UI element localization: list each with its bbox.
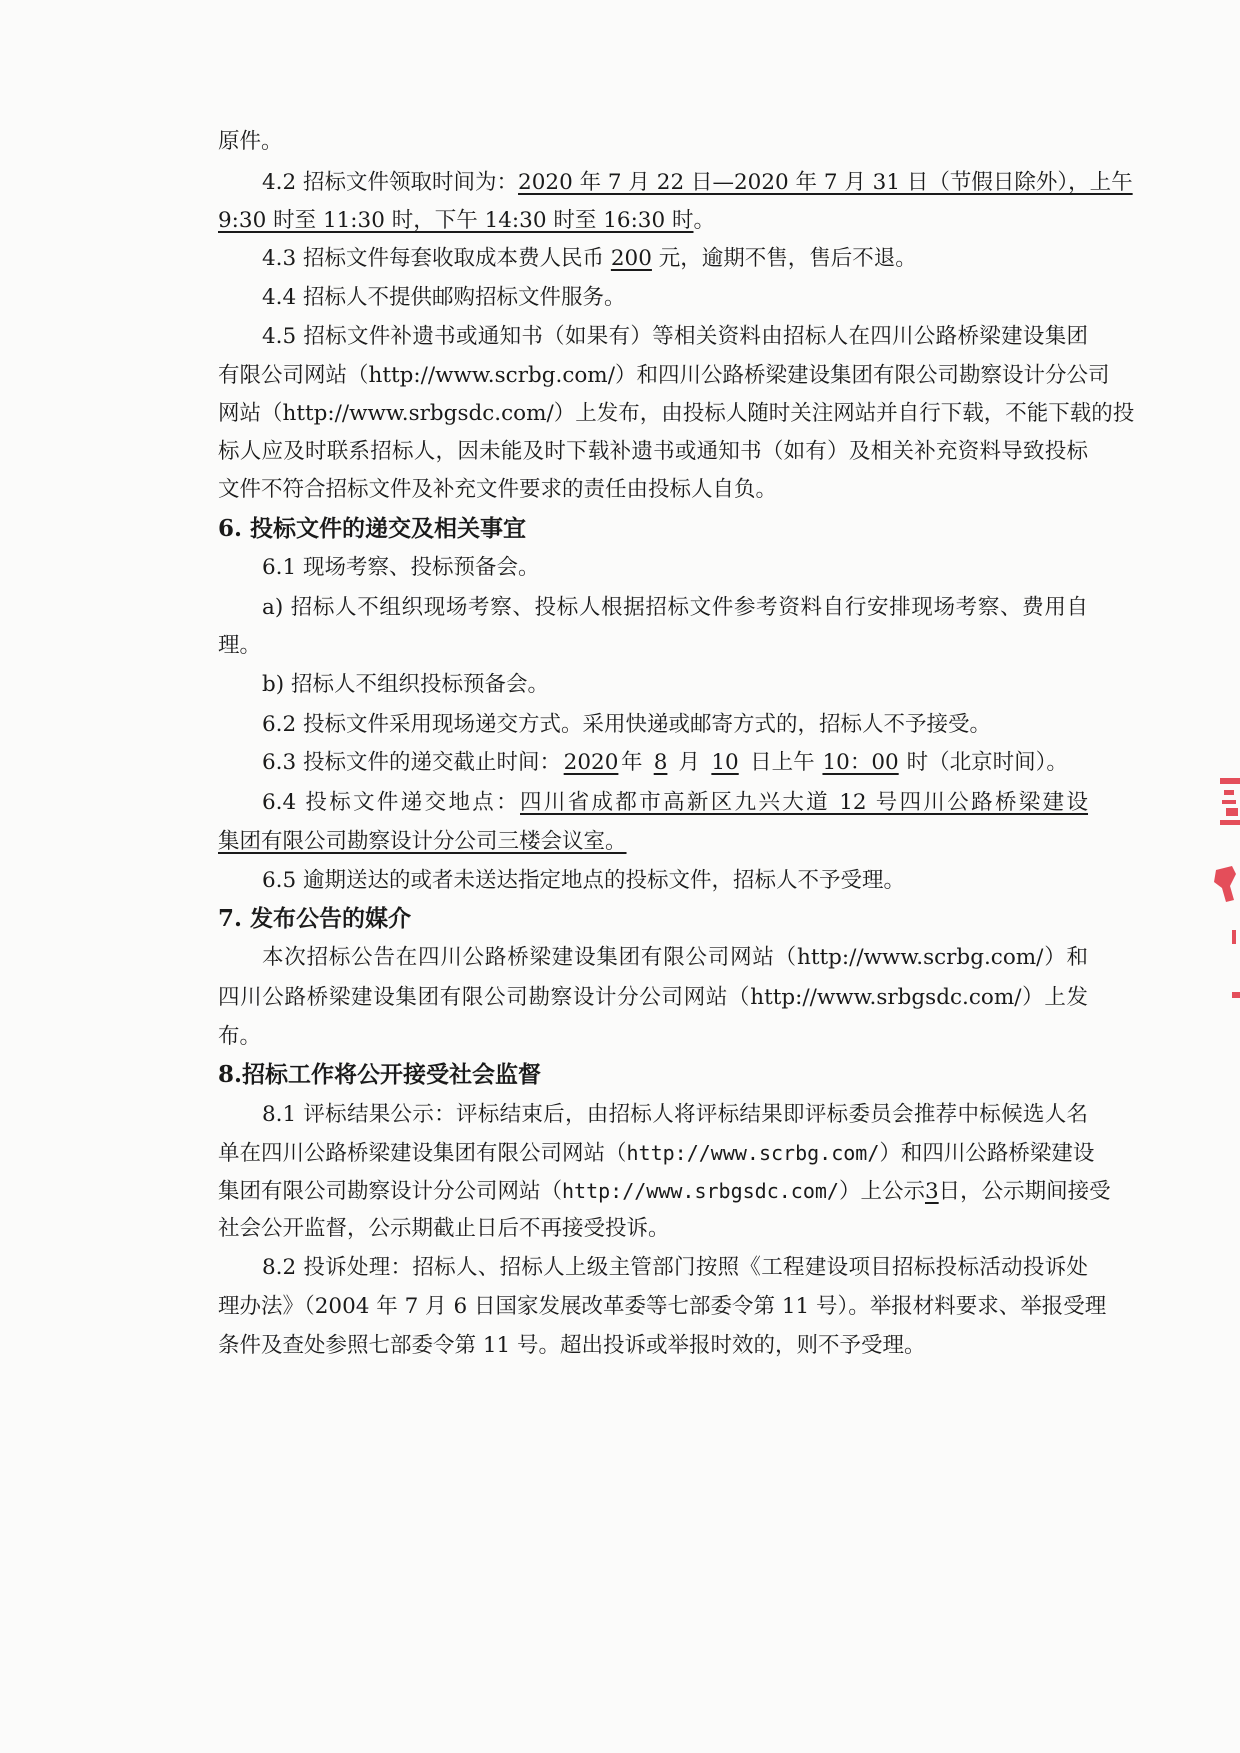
- clause-text: ）和四川公路桥梁建设: [879, 1141, 1095, 1166]
- paragraph-line: 理。: [218, 633, 262, 658]
- section-heading-6: 6. 投标文件的递交及相关事宜: [218, 515, 527, 542]
- media-paragraph: 本次招标公告在四川公路桥梁建设集团有限公司网站（http://www.scrbg.com/）和: [262, 945, 1088, 970]
- clause-text: 元，逾期不售，售后不退。: [651, 246, 917, 271]
- deadline-day: 10: [711, 750, 739, 775]
- clause-6-4-cont: [218, 827, 1088, 857]
- clause-text: 6.4 投标文件递交地点：: [262, 790, 520, 815]
- website-url: http://www.srbgsdc.com/: [562, 1179, 839, 1203]
- clause-text: 时（北京时间）。: [906, 750, 1068, 775]
- submission-address: 四川省成都市高新区九兴大道 12 号四川公路桥梁建设: [520, 790, 1089, 815]
- collection-hours: 9:30 时至 11:30 时，下午 14:30 时至 16:30 时: [218, 208, 694, 233]
- publicity-days: 3: [924, 1179, 939, 1204]
- clause-text: 4.2 招标文件领取时间为：: [262, 170, 519, 195]
- paragraph-line: 文件不符合招标文件及补充文件要求的责任由投标人自负。: [218, 477, 778, 502]
- collection-period: 2020 年 7 月 22 日—2020 年 7 月 31 日（节假日除外），上午: [518, 170, 1133, 195]
- clause-6-4: [262, 788, 1088, 818]
- clause-text: 集团有限公司勘察设计分公司网站（: [218, 1179, 563, 1204]
- clause-4-4: 4.4 招标人不提供邮购招标文件服务。: [262, 285, 626, 310]
- clause-text: 日，公示期间接受: [938, 1179, 1111, 1204]
- paragraph-line: [218, 1176, 1111, 1207]
- clause-8-1: 8.1 评标结果公示：评标结束后，由招标人将评标结果即评标委员会推荐中标候选人名: [262, 1102, 1088, 1127]
- deadline-month: 8: [653, 750, 668, 775]
- clause-text: 4.3 招标文件每套收取成本费人民币: [262, 246, 611, 271]
- paragraph-line: 理办法》（2004 年 7 月 6 日国家发展改革委等七部委令第 11 号）。举报材料要求、举报受理: [218, 1294, 1107, 1319]
- clause-6-1-a: a) 招标人不组织现场考察、投标人根据招标文件参考资料自行安排现场考察、费用自: [262, 595, 1088, 620]
- paragraph-line: 条件及查处参照七部委令第 11 号。超出投诉或举报时效的，则不予受理。: [218, 1333, 926, 1358]
- clause-4-3: [262, 244, 1088, 274]
- clause-6-5: 6.5 逾期送达的或者未送达指定地点的投标文件，招标人不予受理。: [262, 868, 906, 893]
- paragraph-line: 原件。: [218, 129, 283, 154]
- document-fee: 200: [610, 246, 652, 271]
- clause-text: ）上公示: [838, 1179, 925, 1204]
- paragraph-line: [218, 1138, 1095, 1169]
- paragraph-line: 布。: [218, 1024, 262, 1049]
- section-heading-8: 8.招标工作将公开接受社会监督: [218, 1061, 542, 1088]
- paragraph-line: 网站（http://www.srbgsdc.com/）上发布，由投标人随时关注网站并自行下载，不能下载的投: [218, 401, 1135, 426]
- clause-text: 。: [693, 208, 716, 233]
- clause-text: 日上午: [750, 750, 815, 775]
- paragraph-line: 有限公司网站（http://www.scrbg.com/）和四川公路桥梁建设集团有限公司勘察设计分公司: [218, 363, 1110, 388]
- submission-address-cont: 集团有限公司勘察设计分公司三楼会议室。: [218, 829, 627, 854]
- clause-6-1-b: b) 招标人不组织投标预备会。: [262, 672, 549, 697]
- clause-4-5: 4.5 招标文件补遗书或通知书（如果有）等相关资料由招标人在四川公路桥梁建设集团: [262, 324, 1088, 349]
- clause-text: 6.3 投标文件的递交截止时间：: [262, 750, 562, 775]
- paragraph-line: 四川公路桥梁建设集团有限公司勘察设计分公司网站（http://www.srbgsdc.com/）上发: [218, 985, 1088, 1010]
- clause-text: 单在四川公路桥梁建设集团有限公司网站（: [218, 1141, 627, 1166]
- deadline-time: 10：00: [822, 750, 899, 775]
- clause-4-2: [262, 168, 1133, 198]
- paragraph-line: 标人应及时联系招标人，因未能及时下载补遗书或通知书（如有）及相关补充资料导致投标: [218, 439, 1088, 464]
- clause-6-3: [262, 748, 1088, 778]
- deadline-year: 2020: [563, 750, 619, 775]
- clause-text: 年: [621, 750, 643, 775]
- paragraph-line: 社会公开监督，公示期截止日后不再接受投诉。: [218, 1216, 670, 1241]
- website-url: http://www.scrbg.com/: [626, 1141, 880, 1165]
- clause-text: 月: [678, 750, 701, 775]
- clause-4-2-cont: [218, 206, 1088, 236]
- section-heading-7: 7. 发布公告的媒介: [218, 905, 412, 932]
- clause-6-2: 6.2 投标文件采用现场递交方式。采用快递或邮寄方式的，招标人不予接受。: [262, 712, 992, 737]
- seal-stamp-fragment: [1202, 770, 1240, 1020]
- clause-6-1: 6.1 现场考察、投标预备会。: [262, 555, 540, 580]
- clause-8-2: 8.2 投诉处理：招标人、招标人上级主管部门按照《工程建设项目招标投标活动投诉处: [262, 1255, 1088, 1280]
